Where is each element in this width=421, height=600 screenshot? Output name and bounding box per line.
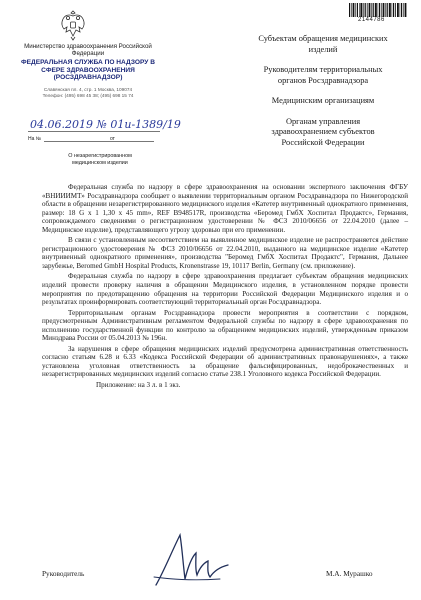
service-name: ФЕДЕРАЛЬНАЯ СЛУЖБА ПО НАДЗОРУ В СФЕРЕ ЗДРАВООХРАНЕНИЯ (РОСЗДРАВНАДЗОР): [20, 59, 156, 82]
signer-position: Руководитель: [42, 569, 85, 578]
addressee: Субъектам обращения медицинских изделий: [258, 34, 388, 54]
date-underline: [28, 131, 160, 132]
addressee: Медицинским организациям: [271, 96, 375, 105]
phone-line: Телефон: (495) 698 45 38; (495) 698 15 74: [42, 92, 134, 98]
subject-line: О незарегистрированном медицинском изделии: [68, 153, 132, 166]
sender-block: [20, 43, 156, 99]
paragraph: Федеральная служба по надзору в сфере здравоохранения на основании экспертного заключения ФГБУ «ВНИИИМТ» Росздравнадзора сообщает о выявлении территориальным органом Росздравнадзора по Нижегородской области в обращении незарегистрированного медицинского изделия «Катетер внутривенный однократного применения, размер: 18 G x 1 1,30 x 45 mm», REF B948517R, производства «Беромед ГмбХ Хоспитал Продактс», Германия, сопровождаемого сведениями о регистрационном удостоверении № ФСЗ 2010/06656 от 22.04.2010 (далее – Медицинское изделие), представляющего угрозу здоровью при его применении.: [42, 183, 408, 234]
barcode-number: 2144786: [358, 17, 385, 23]
handwritten-signature: [150, 527, 236, 593]
coat-of-arms-icon: [58, 10, 88, 42]
paragraph: За нарушения в сфере обращения медицинских изделий предусмотрена административная ответственность согласно статьям 6.28 и 6.33 «Кодекса Российской Федерации об административных правонарушениях», а также установлена уголовная ответственность за обращение фальсифицированных, недоброкачественных и незарегистрированных медицинских изделий согласно статье 238.1 Уголовного кодекса Российской Федерации.: [42, 344, 408, 379]
reference-from-label: от: [109, 136, 115, 142]
letter-body: [42, 183, 408, 392]
paragraph: В связи с установленным несоответствием на выявленное медицинское изделие не распространяется действие регистрационного удостоверения № ФСЗ 2010/06656 от 22.04.2010, выданного на медицинское изделие «Катетер внутривенный однократного применения», производства "Беромед ГмбХ Хоспитал Продактс", Германия, Дальнее зарубежье, Beromed GmbH Hospital Products, Kronenstrasse 19, 10117 Berlin, Germany (см. приложение).: [42, 236, 408, 270]
reference-underline: [44, 141, 154, 142]
sender-address: [20, 87, 156, 99]
paragraph: Территориальным органам Росздравнадзора провести мероприятия в соответствии с порядком, предусмотренным Административным регламентом Федеральной службы по надзору в сфере здравоохранения по исполнению государственной функции по контролю за обращением медицинских изделий, утвержденным приказом Минздрава России от 05.04.2013 № 196н.: [42, 308, 408, 343]
ministry-name: Министерство здравоохранения Российской Федерации: [24, 43, 152, 57]
addressee: Органам управления здравоохранением субъектов Российской Федерации: [271, 116, 375, 147]
reference-label: На №: [28, 136, 42, 142]
addressee: Руководителям территориальных органов Росздравнадзора: [263, 65, 383, 85]
signer-name: М.А. Мурашко: [326, 569, 373, 578]
barcode: [349, 3, 407, 17]
addressees-block: [253, 34, 393, 158]
address-line: Славянская пл. 4, стр. 1 Москва, 109074: [43, 86, 133, 92]
date-and-number: 04.06.2019 № 01и-1389/19: [30, 118, 181, 131]
appendix-note: Приложение: на 3 л. в 1 экз.: [96, 381, 181, 390]
paragraph: Федеральная служба по надзору в сфере здравоохранения предлагает субъектам обращения медицинских изделий провести проверку наличия в обращении Медицинского изделия, в установленном порядке провести мероприятия по предотвращению обращения на территории Российской Федерации Медицинского изделия и о результатах проинформировать соответствующий территориальный орган Росздравнадзора.: [42, 272, 408, 307]
